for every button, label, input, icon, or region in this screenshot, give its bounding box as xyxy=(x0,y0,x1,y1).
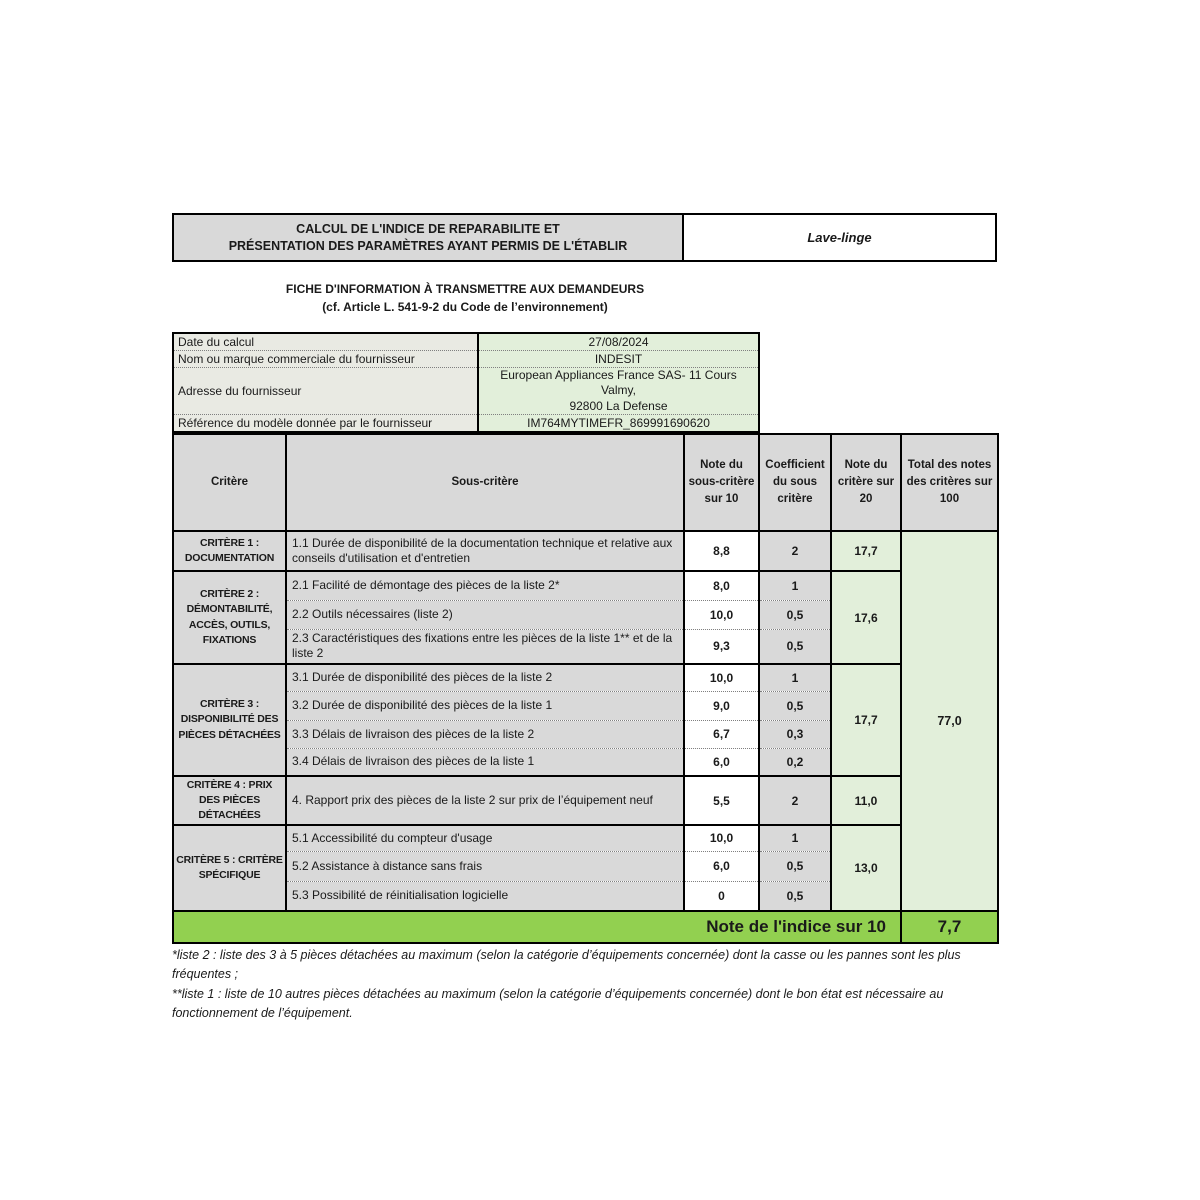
table-row xyxy=(173,531,998,571)
info-label-brand: Nom ou marque commerciale du fournisseur xyxy=(173,350,478,367)
score10-3-1: 10,0 xyxy=(684,664,759,691)
header-score20: Note du critère sur 20 xyxy=(831,434,901,531)
score10-4: 5,5 xyxy=(684,776,759,825)
score10-5-1: 10,0 xyxy=(684,825,759,851)
criteria-table xyxy=(172,433,999,944)
coef-5-2: 0,5 xyxy=(759,851,831,881)
footnote-liste2: *liste 2 : liste des 3 à 5 pièces détachées au maximum (selon la catégorie d’équipements concernée) dont la casse ou les pannes sont les plus fréquentes ; xyxy=(172,948,961,982)
score20-criterion-4: 11,0 xyxy=(831,776,901,825)
score10-5-2: 6,0 xyxy=(684,851,759,881)
index-score-label: Note de l'indice sur 10 xyxy=(173,911,901,943)
criterion-1-label: CRITÈRE 1 : DOCUMENTATION xyxy=(173,531,286,571)
table-row xyxy=(173,664,998,691)
score10-5-3: 0 xyxy=(684,881,759,911)
score20-criterion-3: 17,7 xyxy=(831,664,901,776)
footnotes xyxy=(172,946,1000,1024)
coef-1-1: 2 xyxy=(759,531,831,571)
table-row xyxy=(173,776,998,825)
criteria-header-row xyxy=(173,434,998,531)
product-category: Lave-linge xyxy=(684,213,997,262)
coef-4: 2 xyxy=(759,776,831,825)
subcriterion-5-2: 5.2 Assistance à distance sans frais xyxy=(286,851,684,881)
table-row xyxy=(173,367,759,415)
index-score-row xyxy=(173,911,998,943)
subcriterion-2-1: 2.1 Facilité de démontage des pièces de la liste 2* xyxy=(286,571,684,600)
title-block xyxy=(172,213,997,262)
info-value-date: 27/08/2024 xyxy=(478,333,759,350)
table-row xyxy=(173,825,998,851)
document-title-line1: CALCUL DE L'INDICE DE REPARABILITE ET xyxy=(296,221,560,236)
criterion-5-label: CRITÈRE 5 : CRITÈRE SPÉCIFIQUE xyxy=(173,825,286,911)
coef-3-1: 1 xyxy=(759,664,831,691)
subcriterion-2-2: 2.2 Outils nécessaires (liste 2) xyxy=(286,600,684,629)
subcriterion-3-3: 3.3 Délais de livraison des pièces de la liste 2 xyxy=(286,720,684,748)
score10-2-1: 8,0 xyxy=(684,571,759,600)
info-value-brand: INDESIT xyxy=(478,350,759,367)
subtitle-line2: (cf. Article L. 541-9-2 du Code de l’environnement) xyxy=(322,300,608,314)
table-row xyxy=(173,333,759,350)
score10-2-2: 10,0 xyxy=(684,600,759,629)
coef-5-3: 0,5 xyxy=(759,881,831,911)
subcriterion-4: 4. Rapport prix des pièces de la liste 2 sur prix de l’équipement neuf xyxy=(286,776,684,825)
subcriterion-2-3: 2.3 Caractéristiques des fixations entre les pièces de la liste 1** et de la liste 2 xyxy=(286,629,684,664)
coef-2-1: 1 xyxy=(759,571,831,600)
score20-criterion-5: 13,0 xyxy=(831,825,901,911)
address-line2: 92800 La Defense xyxy=(569,398,668,413)
total-score-100: 77,0 xyxy=(901,531,998,911)
criterion-4-label: CRITÈRE 4 : PRIX DES PIÈCES DÉTACHÉES xyxy=(173,776,286,825)
subcriterion-1-1: 1.1 Durée de disponibilité de la documentation technique et relative aux conseils d'utilisation et d'entretien xyxy=(286,531,684,571)
subcriterion-5-3: 5.3 Possibilité de réinitialisation logicielle xyxy=(286,881,684,911)
score10-2-3: 9,3 xyxy=(684,629,759,664)
header-total100: Total des notes des critères sur 100 xyxy=(901,434,998,531)
criterion-2-label: CRITÈRE 2 : DÉMONTABILITÉ, ACCÈS, OUTILS, FIXATIONS xyxy=(173,571,286,664)
index-score-value: 7,7 xyxy=(901,911,998,943)
coef-3-2: 0,5 xyxy=(759,691,831,720)
subcriterion-3-1: 3.1 Durée de disponibilité des pièces de la liste 2 xyxy=(286,664,684,691)
score10-3-2: 9,0 xyxy=(684,691,759,720)
table-row xyxy=(173,571,998,600)
coef-2-2: 0,5 xyxy=(759,600,831,629)
score10-3-4: 6,0 xyxy=(684,748,759,776)
subcriterion-3-4: 3.4 Délais de livraison des pièces de la liste 1 xyxy=(286,748,684,776)
score20-criterion-1: 17,7 xyxy=(831,531,901,571)
header-criterion: Critère xyxy=(173,434,286,531)
table-row xyxy=(173,415,759,432)
coef-3-4: 0,2 xyxy=(759,748,831,776)
subcriterion-5-1: 5.1 Accessibilité du compteur d'usage xyxy=(286,825,684,851)
table-row xyxy=(173,350,759,367)
coef-5-1: 1 xyxy=(759,825,831,851)
subtitle xyxy=(172,280,758,316)
header-subcriterion: Sous-critère xyxy=(286,434,684,531)
footnote-liste1: **liste 1 : liste de 10 autres pièces détachées au maximum (selon la catégorie d’équipements concernée) dont le bon état est nécessaire au fonctionnement de l’équipement. xyxy=(172,986,944,1021)
info-label-date: Date du calcul xyxy=(173,333,478,350)
info-label-address: Adresse du fournisseur xyxy=(173,367,478,415)
info-value-reference: IM764MYTIMEFR_869991690620 xyxy=(478,415,759,432)
supplier-info-table xyxy=(172,332,760,433)
criterion-3-label: CRITÈRE 3 : DISPONIBILITÉ DES PIÈCES DÉTACHÉES xyxy=(173,664,286,776)
header-score10: Note du sous-critère sur 10 xyxy=(684,434,759,531)
info-label-reference: Référence du modèle donnée par le fournisseur xyxy=(173,415,478,432)
document-title-line2: PRÉSENTATION DES PARAMÈTRES AYANT PERMIS DE L'ÉTABLIR xyxy=(228,238,628,253)
subcriterion-3-2: 3.2 Durée de disponibilité des pièces de la liste 1 xyxy=(286,691,684,720)
address-line1: European Appliances France SAS- 11 Cours Valmy, xyxy=(500,367,737,398)
document-title xyxy=(172,213,684,262)
score10-3-3: 6,7 xyxy=(684,720,759,748)
coef-2-3: 0,5 xyxy=(759,629,831,664)
score20-criterion-2: 17,6 xyxy=(831,571,901,664)
score10-1-1: 8,8 xyxy=(684,531,759,571)
header-coefficient: Coefficient du sous critère xyxy=(759,434,831,531)
coef-3-3: 0,3 xyxy=(759,720,831,748)
subtitle-line1: FICHE D'INFORMATION À TRANSMETTRE AUX DEMANDEURS xyxy=(285,282,645,296)
info-value-address xyxy=(478,367,759,415)
